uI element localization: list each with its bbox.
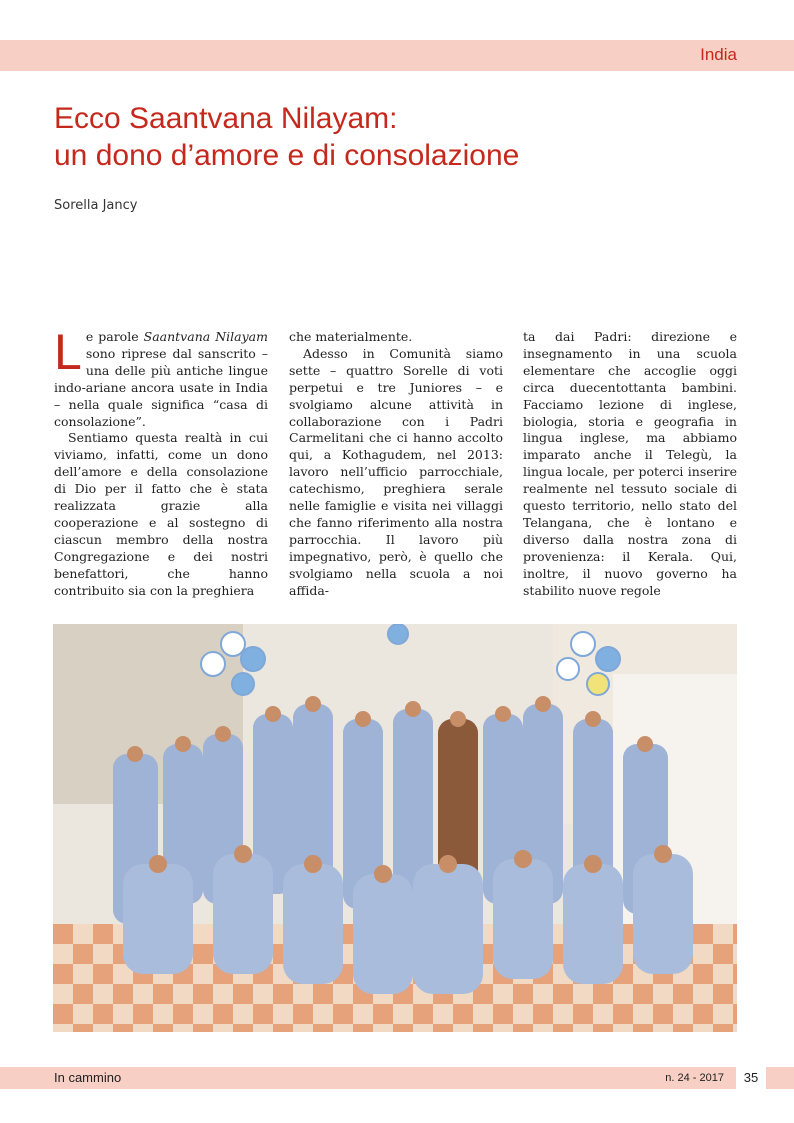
- header-band: [0, 40, 794, 71]
- text-column-1: [54, 324, 268, 600]
- text-column-2: [289, 329, 503, 600]
- section-label: India: [700, 45, 737, 64]
- page-number: 35: [736, 1067, 766, 1089]
- group-photo: [53, 624, 737, 1032]
- title-line-1: Ecco Saantvana Nilayam:: [54, 102, 398, 135]
- issue-number: n. 24 - 2017: [665, 1072, 724, 1084]
- author-byline: Sorella Jancy: [54, 198, 138, 213]
- paragraph: Adesso in Comunità siamo sette – quattro Sorelle di voti perpetui e tre Juniores – e svolgiamo alcune attività in collaborazione con i Padri Carmelitani che ci hanno accolto qui, a Kothagudem, nel 2013: lavoro nell’ufficio parrocchiale, catechismo, preghiera serale nelle famiglie e visita nei villaggi che fanno riferimento alla nostra parrocchia. Il lavoro più impegnativo, però, è quello che svolgiamo nella scuola a noi affida-: [289, 345, 503, 598]
- italic-term: Saantvana Nilayam: [143, 329, 268, 344]
- paragraph: [54, 324, 268, 430]
- drop-cap: L: [54, 324, 82, 380]
- magazine-name: In cammino: [54, 1070, 122, 1085]
- paragraph: Sentiamo questa realtà in cui viviamo, infatti, come un dono dell’amore e della consolazione di Dio per il fatto che è stata realizzata grazie alla cooperazione e al sostegno di ciascun membro della nostra Congregazione e dei nostri benefattori, che hanno contribuito sia con la preghiera: [54, 430, 268, 598]
- group-photo-illustration: [53, 624, 737, 1032]
- text-column-3: [523, 329, 737, 600]
- paragraph: che materialmente.: [289, 329, 413, 344]
- title-line-2: un dono d’amore e di consolazione: [54, 139, 520, 172]
- text-run: sono riprese dal sanscrito – una delle più antiche lingue indo-ariane ancora usate in India – nella quale significa “casa di consolazione”.: [54, 345, 268, 429]
- paragraph: ta dai Padri: direzione e insegnamento in una scuola elementare che accoglie oggi circa duecentottanta bambini. Facciamo lezione di inglese, biologia, storia e geografia in lingua inglese, ma abbiamo imparato anche il Telegù, la lingua locale, per poterci inserire realmente nel tessuto sociale di questo territorio, nello stato del Telangana, che è lontano e diverso dalla nostra zona di provenienza: il Kerala. Qui, inoltre, il nuovo governo ha stabilito nuove regole: [523, 329, 737, 598]
- text-run: e parole: [85, 329, 144, 344]
- article-title: [54, 100, 754, 174]
